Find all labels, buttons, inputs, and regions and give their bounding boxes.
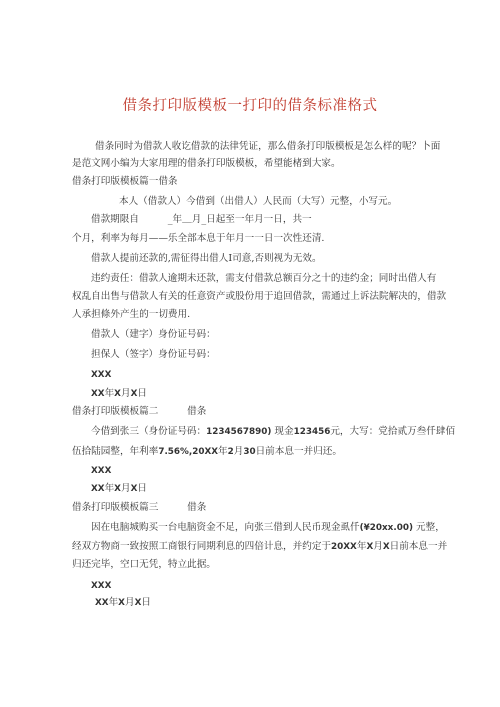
section-1-paragraph-5-line-1: 违约责任：借款人逾期未还款，需支付借款总额百分之十的违约金；同时出借人有	[91, 273, 437, 284]
intro-line-2: 是范文网小编为大家用理的借条打印版模板，希望能楮到大家。	[72, 158, 341, 169]
section-1-paragraph-4: 借款人提前还款的,需征得出借人I司意,否则视为无效。	[91, 253, 322, 264]
section-2-amount: 123456	[293, 427, 331, 437]
section-2-text-d: 伍拾陆园整，年利率	[72, 446, 159, 457]
section-3-paragraph-line-2	[72, 541, 447, 553]
section-1-date-year-unit: 年	[104, 388, 115, 399]
section-3-paragraph-line-3: 归还完毕，空口无凭，特立此据。	[72, 559, 216, 570]
section-1-borrower-signature: 借款人（建字）身份证号码：	[91, 329, 216, 340]
section-2-date-day-unit: 日	[137, 483, 147, 494]
section-2-date-month-value: X	[114, 484, 121, 494]
section-1-date-day-unit: 日	[137, 388, 147, 399]
section-1-date-month-unit: 月	[120, 388, 131, 399]
section-1-paragraph-1: 本人（借款人）今借到（出借人）人民而（大写）元整，小写元。	[119, 196, 398, 207]
section-3-paragraph-line-1	[91, 522, 445, 534]
section-3-text-d: 日前本息一并	[389, 541, 448, 552]
section-3-date-month-unit: 月	[124, 597, 135, 608]
section-2-day-value: 30	[243, 447, 256, 457]
section-1-paragraph-5-line-2: 权乱自出售与借款人有关的任意资产或股份用于追回借款，需通过上诉法院解决的，借款	[72, 291, 447, 302]
section-1-guarantor-signature: 担保人（签字）身份证号码：	[91, 349, 216, 360]
section-3-month-unit: 月	[373, 541, 383, 552]
section-3-date-day-value: X	[134, 598, 142, 608]
section-2-signature-xxx: XXX	[91, 466, 112, 476]
section-2-paragraph-line-1	[91, 426, 455, 438]
section-2-heading: 借条打印版模板篇二 借条	[72, 406, 207, 417]
section-2-paragraph-line-2	[72, 446, 342, 458]
section-3-signature-xxx: XXX	[91, 581, 112, 591]
section-2-rate-year: 7.56%,20XX	[158, 447, 219, 457]
section-2-date-day-value: X	[130, 484, 138, 494]
section-3-text-c: 经双方物商一致按照工商银行同期利息的四倍计息，并约定于	[72, 541, 332, 552]
section-1-paragraph-2: 借款期限自 _年＿月_日起至一年月一日，共一	[91, 214, 312, 225]
section-2-text-a: 今借到张三（身份证号码：	[91, 426, 207, 437]
section-2-date-year-unit: 年	[104, 483, 115, 494]
section-3-year-unit: 年	[356, 541, 367, 552]
section-1-date	[91, 388, 147, 400]
section-2-date-year-value: XX	[91, 484, 105, 494]
section-1-paragraph-5-line-3: 人承担條外产生的一切费用.	[72, 309, 191, 320]
section-2-date-month-unit: 月	[120, 483, 131, 494]
section-3-year-value: 20XX	[331, 542, 357, 552]
section-3-date-month-value: X	[118, 598, 125, 608]
section-1-date-month-value: X	[114, 389, 121, 399]
section-3-text-b: 元整，	[412, 522, 445, 533]
section-2-text-e: 日前本息一并归还。	[255, 446, 342, 457]
section-1-heading: 借条打印版模板篇一借条	[72, 176, 178, 187]
section-3-date	[95, 597, 151, 609]
section-3-heading: 借条打印版模板篇三 借条	[72, 502, 207, 513]
section-3-month-value: X	[366, 542, 374, 552]
section-3-date-year-unit: 年	[108, 597, 119, 608]
section-3-amount: (¥20xx.00)	[359, 523, 413, 533]
section-2-year-unit: 年	[218, 446, 228, 457]
section-3-date-year-value: XX	[95, 598, 109, 608]
section-2-date	[91, 483, 147, 495]
section-1-signature-xxx: XXX	[91, 370, 112, 380]
section-3-text-a: 因在电脑城购买一台电脑资金不足，向张三借到人民币现金虱仟	[91, 522, 360, 533]
section-2-text-b: 现金	[271, 426, 294, 437]
document-title: 借条打印版模板一打印的借条标准格式	[122, 98, 378, 114]
section-1-paragraph-3: 个月，利率为每月——乐全部本息于年月一一日一次性还清.	[72, 233, 325, 244]
section-2-text-c: 元，大写：党拾贰万叁仟肆佰	[330, 426, 456, 437]
section-1-date-day-value: X	[130, 389, 138, 399]
intro-line-1: 借条同时为借款人收讫借款的法律凭证，那么借条打印版模板是怎么样的呢？卜面	[95, 141, 441, 152]
section-3-day-value: X	[382, 542, 390, 552]
section-2-month-unit: 月	[233, 446, 244, 457]
section-2-id-number: 1234567890)	[206, 427, 272, 437]
section-2-month-value: 2	[227, 447, 234, 457]
section-1-date-year-value: XX	[91, 389, 105, 399]
section-3-date-day-unit: 日	[141, 597, 151, 608]
